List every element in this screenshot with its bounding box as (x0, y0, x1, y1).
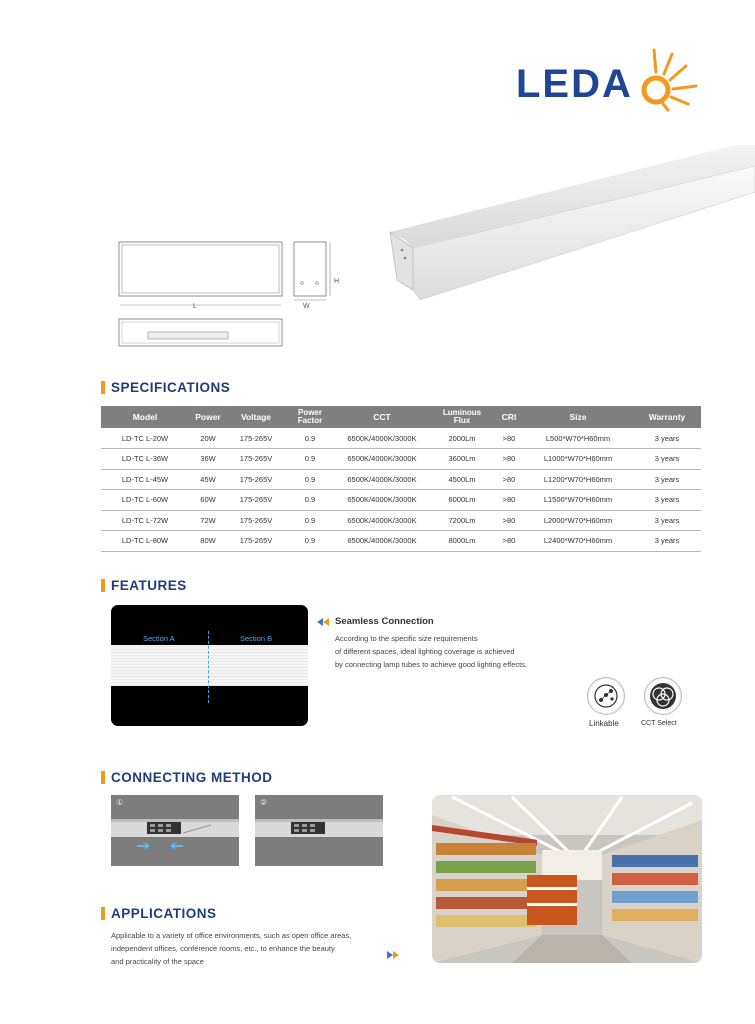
table-cell: >80 (495, 490, 523, 511)
heading-accent (101, 579, 105, 592)
table-cell: 60W (189, 490, 227, 511)
heading-accent (101, 771, 105, 784)
table-cell: 0.9 (285, 490, 335, 511)
section-a-label: Section A (143, 634, 175, 643)
table-cell: 3 years (633, 490, 701, 511)
linkable-label: Linkable (589, 719, 619, 728)
table-cell: 175-265V (227, 510, 285, 531)
step-1-illustration (111, 795, 239, 866)
table-cell: L1000*W70*H60mm (523, 449, 633, 470)
header-size: Size (569, 411, 587, 422)
arrow-left-icon (170, 842, 183, 850)
end-view-drawing (293, 240, 333, 302)
table-cell: 0.9 (285, 428, 335, 449)
header-cct: CCT (373, 411, 391, 422)
table-cell: L1500*W70*H60mm (523, 490, 633, 511)
table-cell: >80 (495, 449, 523, 470)
applications-title: APPLICATIONS (111, 906, 217, 921)
table-cell: L500*W70*H60mm (523, 428, 633, 449)
table-cell: 3 years (633, 449, 701, 470)
table-cell: 6500K/4000K/3000K (335, 428, 429, 449)
header-model: Model (132, 411, 158, 422)
table-cell: LD-TC L-80W (101, 531, 189, 552)
table-cell: >80 (495, 428, 523, 449)
table-cell: L1200*W70*H60mm (523, 469, 633, 490)
table-cell: 6500K/4000K/3000K (335, 490, 429, 511)
table-cell: LD-TC L-60W (101, 490, 189, 511)
table-row (101, 510, 701, 531)
heading-accent (101, 907, 105, 920)
table-row (101, 428, 701, 449)
table-row (101, 449, 701, 470)
table-row (101, 469, 701, 490)
seamless-connection-title: Seamless Connection (335, 616, 434, 627)
feature-item-title (317, 616, 434, 627)
features-title: FEATURES (111, 578, 187, 593)
table-cell: 3 years (633, 510, 701, 531)
table-cell: 3 years (633, 428, 701, 449)
table-cell: 0.9 (285, 469, 335, 490)
connecting-title: CONNECTING METHOD (111, 770, 273, 785)
applications-heading (101, 906, 217, 921)
feature-description: According to the specific size requirements of different spaces, ideal lighting coverage is achieved by connecting lamp tubes to achieve good lighting effects. (335, 634, 528, 669)
header-warranty: Warranty (648, 411, 686, 422)
linkable-icon (587, 677, 625, 715)
joint-line (208, 631, 209, 703)
applications-description: Applicable to a variety of office environments, such as open office areas, independent offices, conference rooms, etc., to enhance the beauty and practicality of the space (111, 931, 352, 966)
table-cell: 8000Lm (429, 531, 495, 552)
seamless-connection-image (111, 605, 308, 726)
double-arrow-icon (317, 618, 329, 626)
logo-text: LEDA (516, 62, 633, 106)
table-cell: 175-265V (227, 531, 285, 552)
table-cell: 6500K/4000K/3000K (335, 469, 429, 490)
cct-select-label: CCT Select (641, 720, 677, 727)
table-cell: 175-265V (227, 490, 285, 511)
table-cell: 175-265V (227, 428, 285, 449)
next-arrow-icon (387, 951, 399, 959)
table-cell: >80 (495, 469, 523, 490)
table-cell: LD-TC L-45W (101, 469, 189, 490)
sun-icon (634, 42, 704, 112)
table-cell: 175-265V (227, 469, 285, 490)
table-row (101, 490, 701, 511)
features-heading (101, 578, 187, 593)
table-cell: 72W (189, 510, 227, 531)
table-cell: 45W (189, 469, 227, 490)
table-cell: 7200Lm (429, 510, 495, 531)
step-2-illustration (255, 795, 383, 866)
length-label: L (193, 303, 197, 310)
cct-select-icon (644, 677, 682, 715)
side-view-drawing (118, 240, 284, 315)
table-cell: LD-TC L-72W (101, 510, 189, 531)
table-cell: 3 years (633, 469, 701, 490)
height-label: H (334, 278, 340, 285)
step-1-number: ① (116, 798, 124, 807)
specifications-heading (101, 380, 230, 395)
table-cell: 3 years (633, 531, 701, 552)
product-image (385, 140, 755, 300)
table-cell: >80 (495, 531, 523, 552)
header-voltage: Voltage (240, 411, 272, 422)
table-cell: 0.9 (285, 510, 335, 531)
table-header-row (101, 406, 701, 428)
table-cell: 20W (189, 428, 227, 449)
supermarket-application-image (432, 795, 702, 963)
table-cell: L2400*W70*H60mm (523, 531, 633, 552)
step-2-number: ② (260, 798, 268, 807)
lamp-diffuser (111, 645, 308, 686)
table-cell: 4500Lm (429, 469, 495, 490)
table-cell: 175-265V (227, 449, 285, 470)
table-cell: 0.9 (285, 449, 335, 470)
header-power-factor: Power Factor (297, 408, 323, 425)
table-cell: 2000Lm (429, 428, 495, 449)
table-cell: 36W (189, 449, 227, 470)
table-cell: 6500K/4000K/3000K (335, 449, 429, 470)
table-cell: 0.9 (285, 531, 335, 552)
table-cell: L2000*W70*H60mm (523, 510, 633, 531)
width-label: W (303, 303, 310, 310)
arrow-right-icon (137, 842, 150, 850)
table-cell: 6500K/4000K/3000K (335, 531, 429, 552)
table-cell: 80W (189, 531, 227, 552)
specifications-table (101, 406, 701, 552)
heading-accent (101, 381, 105, 394)
table-cell: >80 (495, 510, 523, 531)
connecting-heading (101, 770, 273, 785)
top-view-drawing (118, 318, 284, 348)
table-cell: 6500K/4000K/3000K (335, 510, 429, 531)
connecting-step-1 (111, 795, 239, 866)
table-row (101, 531, 701, 552)
table-cell: 3600Lm (429, 449, 495, 470)
section-b-label: Section B (240, 634, 273, 643)
specifications-title: SPECIFICATIONS (111, 380, 231, 395)
header-power: Power (195, 411, 221, 422)
brand-logo (516, 38, 706, 114)
table-cell: LD-TC L-36W (101, 449, 189, 470)
connecting-step-2 (255, 795, 383, 866)
header-luminous-flux: Luminous Flux (442, 408, 482, 425)
header-cri: CRI (501, 411, 517, 422)
table-cell: LD-TC L-20W (101, 428, 189, 449)
table-cell: 6000Lm (429, 490, 495, 511)
